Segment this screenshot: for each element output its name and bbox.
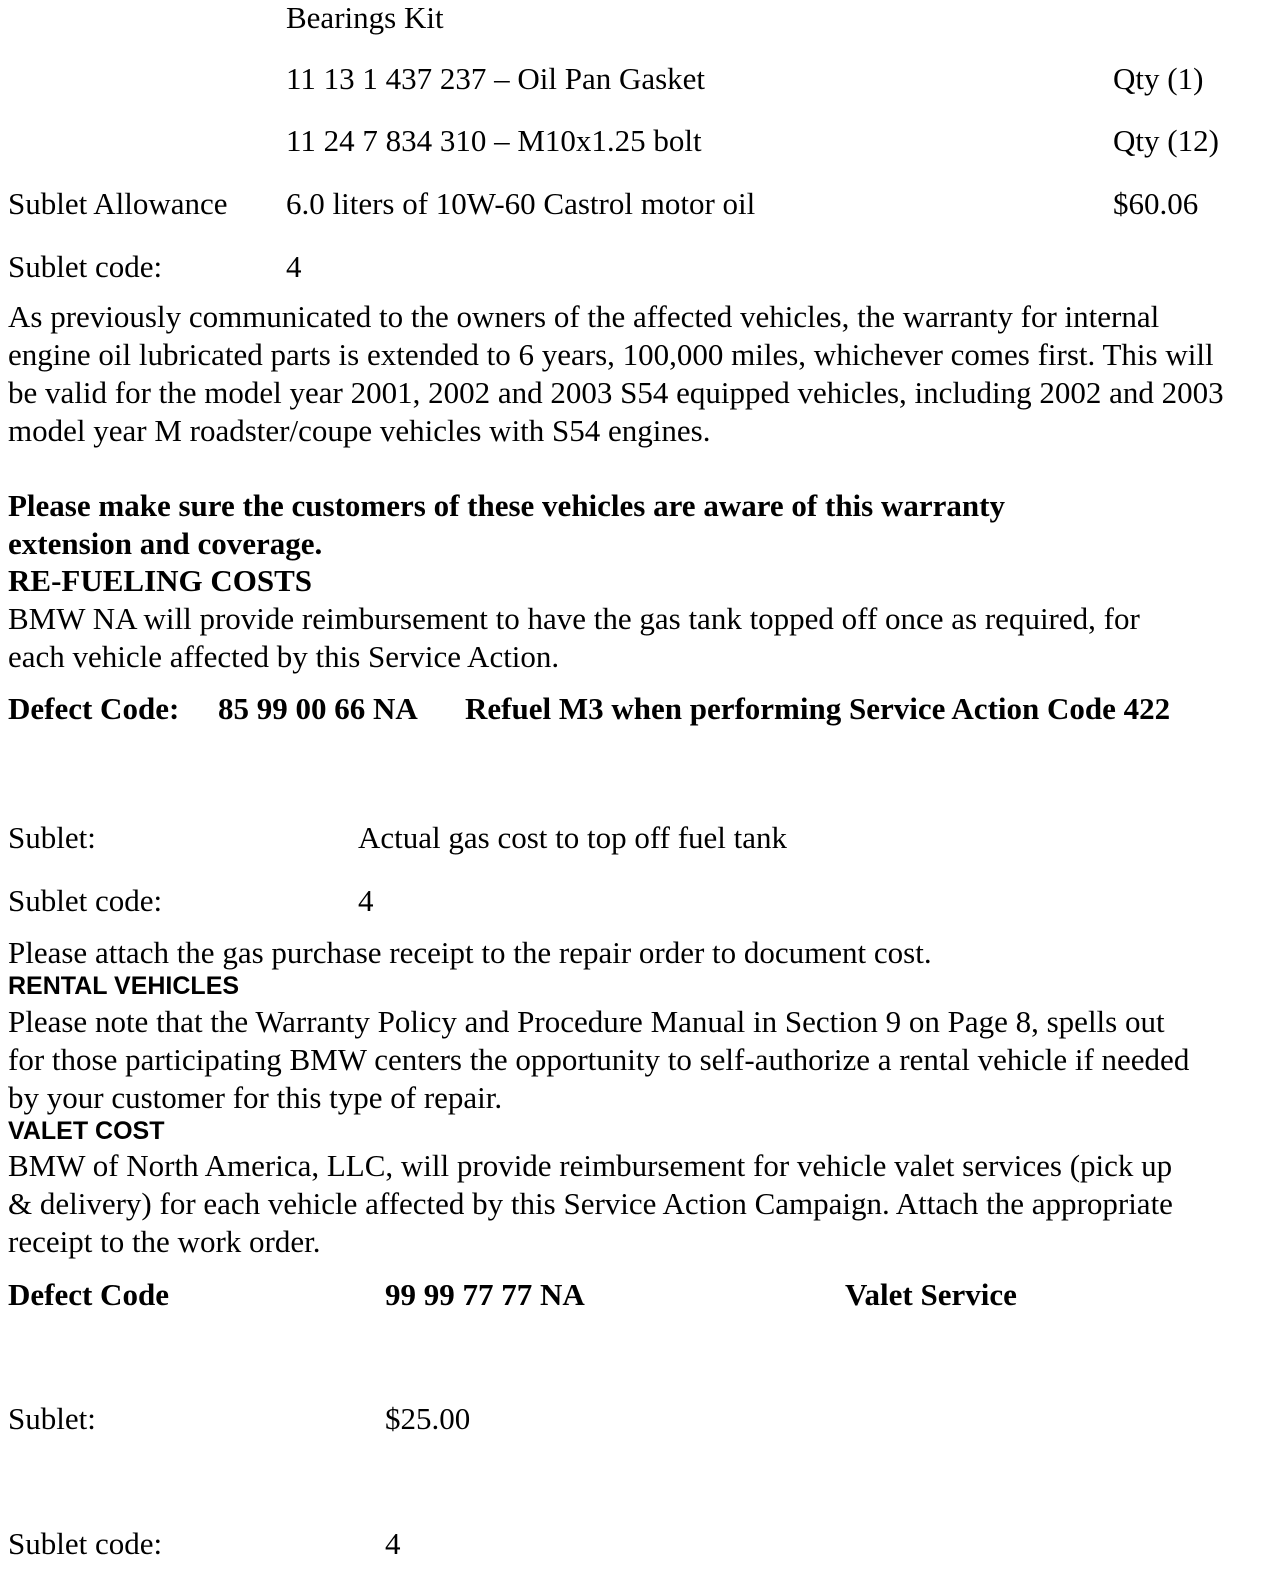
sublet-allowance-amount: $60.06 xyxy=(1113,186,1199,221)
valet-paragraph: BMW of North America, LLC, will provide reimbursement for vehicle valet services (pick up & delivery) for each vehicle affected by this Service Action Campaign. Attach the appropriate receipt to the work order. xyxy=(8,1148,1173,1259)
refueling-paragraph: BMW NA will provide reimbursement to have the gas tank topped off once as required, for each vehicle affected by this Service Action. xyxy=(8,601,1140,674)
rental-heading: RENTAL VEHICLES xyxy=(8,972,240,1000)
refuel-sublet-label: Sublet: xyxy=(8,820,96,855)
valet-defect-label: Defect Code xyxy=(8,1277,169,1312)
part-item-qty: Qty (12) xyxy=(1113,123,1219,158)
warranty-paragraph: As previously communicated to the owners of the affected vehicles, the warranty for internal engine oil lubricated parts is extended to 6 years, 100,000 miles, whichever comes first. This will be valid for the model year 2001, 2002 and 2003 S54 equipped vehicles, including 2002 and 2003 model year M roadster/coupe vehicles with S54 engines. xyxy=(8,299,1224,448)
valet-defect-desc: Valet Service xyxy=(845,1277,1017,1312)
part-item-desc: 11 24 7 834 310 – M10x1.25 bolt xyxy=(286,123,702,158)
refuel-sublet-code-value: 4 xyxy=(358,883,374,918)
part-item-qty: Qty (1) xyxy=(1113,61,1204,96)
warranty-notice: Please make sure the customers of these vehicles are aware of this warranty extension and coverage. xyxy=(8,488,1005,561)
valet-sublet-code-value: 4 xyxy=(385,1526,401,1561)
valet-sublet-code-label: Sublet code: xyxy=(8,1526,163,1561)
refuel-sublet-value: Actual gas cost to top off fuel tank xyxy=(358,820,788,855)
refuel-defect-label: Defect Code: xyxy=(8,691,180,726)
sublet-allowance-desc: 6.0 liters of 10W-60 Castrol motor oil xyxy=(286,186,756,221)
refuel-defect-desc: Refuel M3 when performing Service Action Code 422 xyxy=(465,691,1171,726)
refuel-defect-code: 85 99 00 66 NA xyxy=(218,691,418,726)
sublet-allowance-label: Sublet Allowance xyxy=(8,186,228,221)
sublet-code-label: Sublet code: xyxy=(8,249,163,284)
sublet-code-value: 4 xyxy=(286,249,302,284)
bearings-kit-label: Bearings Kit xyxy=(286,0,444,35)
valet-heading: VALET COST xyxy=(8,1117,165,1145)
refueling-heading: RE-FUELING COSTS xyxy=(8,563,313,598)
valet-defect-code: 99 99 77 77 NA xyxy=(385,1277,585,1312)
valet-sublet-value: $25.00 xyxy=(385,1401,471,1436)
part-item-desc: 11 13 1 437 237 – Oil Pan Gasket xyxy=(286,61,706,96)
rental-paragraph: Please note that the Warranty Policy and Procedure Manual in Section 9 on Page 8, spells out for those participating BMW centers the opportunity to self-authorize a rental vehicle if needed by your customer for this type of repair. xyxy=(8,1004,1190,1115)
gas-receipt-note: Please attach the gas purchase receipt to the repair order to document cost. xyxy=(8,935,932,970)
refuel-sublet-code-label: Sublet code: xyxy=(8,883,163,918)
valet-sublet-label: Sublet: xyxy=(8,1401,96,1436)
